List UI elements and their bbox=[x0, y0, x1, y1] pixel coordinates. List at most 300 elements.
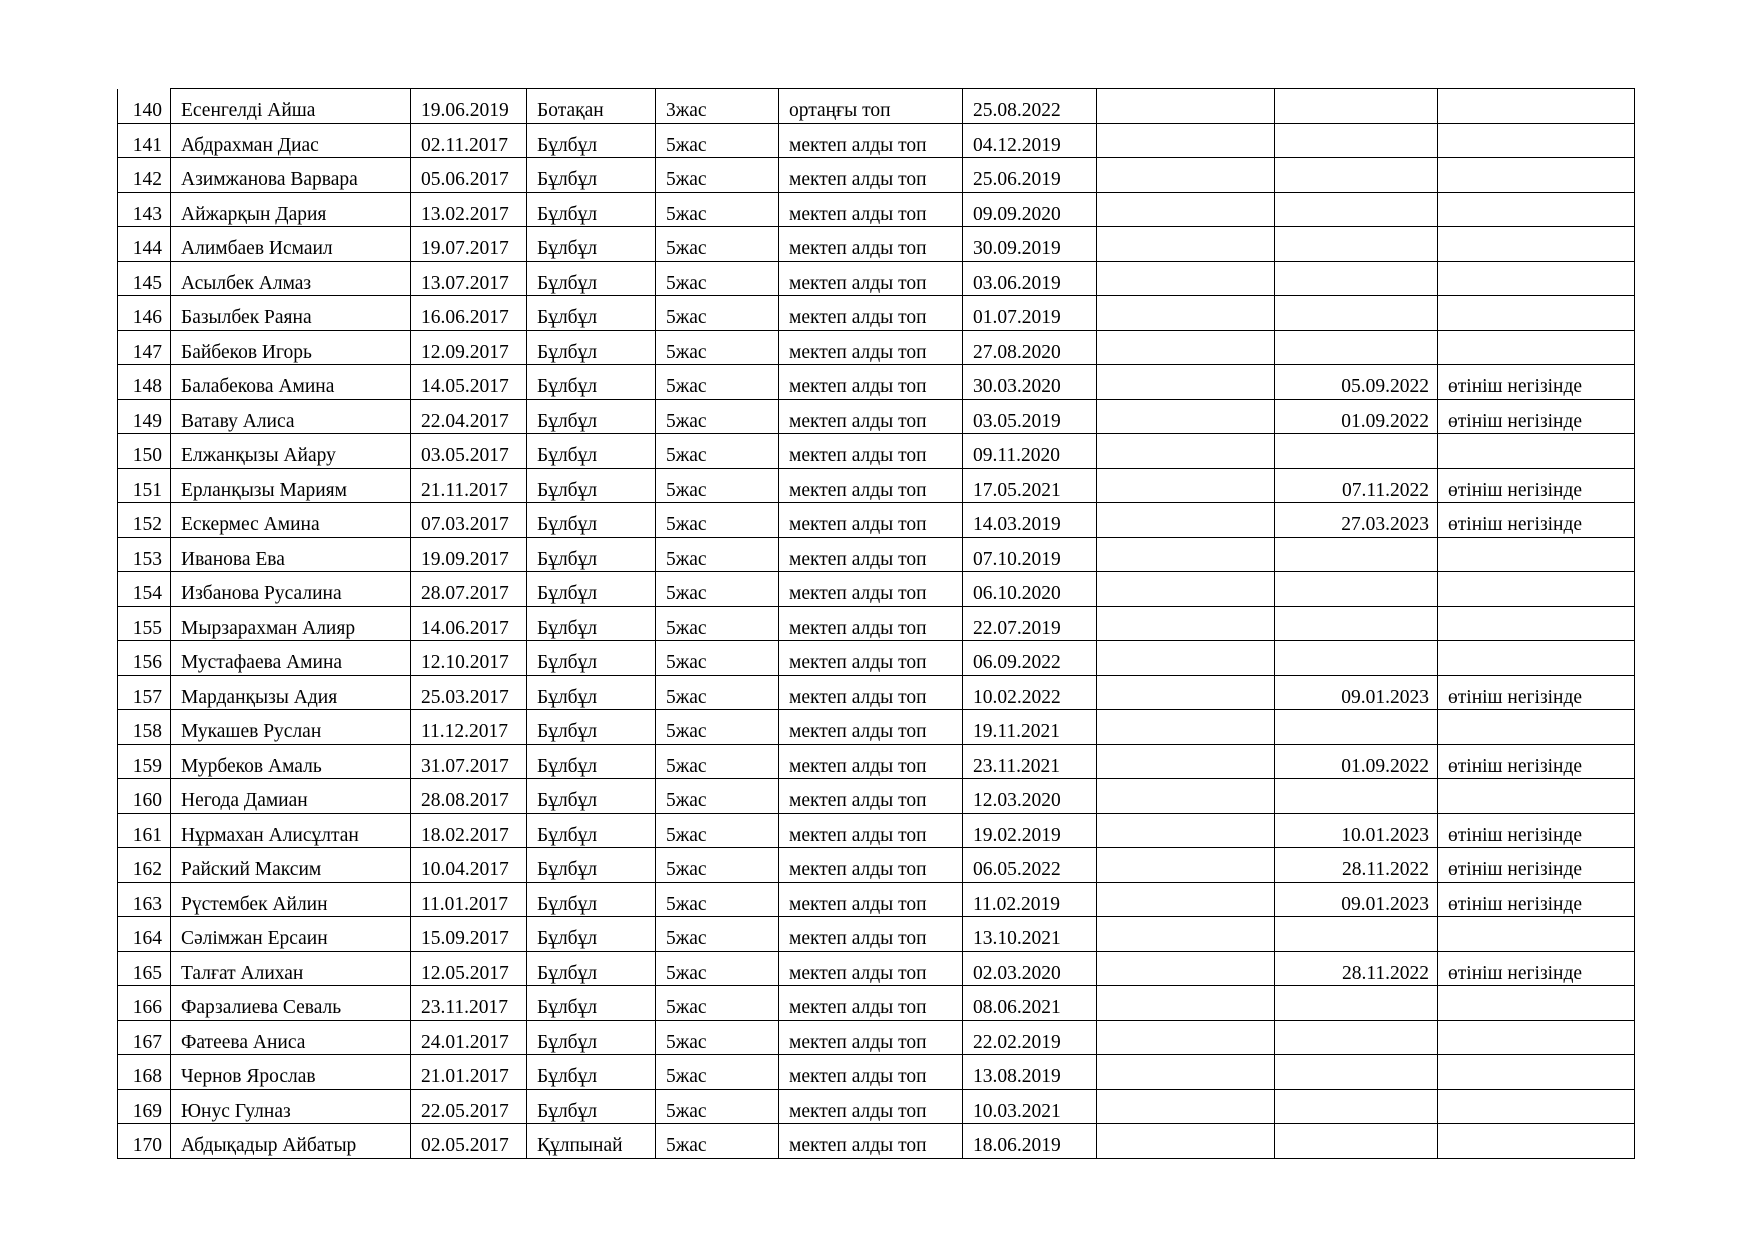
row-number-cell: 144 bbox=[118, 227, 171, 262]
departure-reason-cell: өтініш негізінде bbox=[1438, 503, 1635, 538]
child-name-cell: Нұрмахан Алисұлтан bbox=[171, 813, 411, 848]
group-type-cell: мектеп алды топ bbox=[779, 710, 963, 745]
group-type-cell: мектеп алды топ bbox=[779, 1089, 963, 1124]
departure-reason-cell bbox=[1438, 572, 1635, 607]
departure-reason-cell: өтініш негізінде bbox=[1438, 951, 1635, 986]
table-row bbox=[118, 675, 1635, 710]
row-number-cell: 161 bbox=[118, 813, 171, 848]
age-group-cell: 5жас bbox=[656, 330, 779, 365]
admission-date-cell: 09.11.2020 bbox=[963, 434, 1097, 469]
group-name-cell: Бұлбұл bbox=[527, 123, 656, 158]
departure-date-cell bbox=[1275, 1124, 1438, 1159]
group-name-cell: Бұлбұл bbox=[527, 882, 656, 917]
group-type-cell: мектеп алды топ bbox=[779, 641, 963, 676]
age-group-cell: 5жас bbox=[656, 296, 779, 331]
note-column-cell bbox=[1097, 192, 1275, 227]
note-column-cell bbox=[1097, 779, 1275, 814]
admission-date-cell: 25.06.2019 bbox=[963, 158, 1097, 193]
departure-reason-cell bbox=[1438, 158, 1635, 193]
row-number-cell: 147 bbox=[118, 330, 171, 365]
group-type-cell: мектеп алды топ bbox=[779, 227, 963, 262]
departure-date-cell bbox=[1275, 710, 1438, 745]
note-column-cell bbox=[1097, 261, 1275, 296]
group-name-cell: Бұлбұл bbox=[527, 606, 656, 641]
note-column-cell bbox=[1097, 1055, 1275, 1090]
birth-date-cell: 22.04.2017 bbox=[411, 399, 527, 434]
group-type-cell: мектеп алды топ bbox=[779, 434, 963, 469]
age-group-cell: 5жас bbox=[656, 779, 779, 814]
birth-date-cell: 15.09.2017 bbox=[411, 917, 527, 952]
note-column-cell bbox=[1097, 503, 1275, 538]
group-type-cell: мектеп алды топ bbox=[779, 675, 963, 710]
departure-date-cell bbox=[1275, 1020, 1438, 1055]
admission-date-cell: 13.08.2019 bbox=[963, 1055, 1097, 1090]
birth-date-cell: 18.02.2017 bbox=[411, 813, 527, 848]
child-name-cell: Мустафаева Амина bbox=[171, 641, 411, 676]
age-group-cell: 5жас bbox=[656, 468, 779, 503]
child-name-cell: Рүстембек Айлин bbox=[171, 882, 411, 917]
child-name-cell: Юнус Гулназ bbox=[171, 1089, 411, 1124]
birth-date-cell: 02.05.2017 bbox=[411, 1124, 527, 1159]
group-type-cell: мектеп алды топ bbox=[779, 848, 963, 883]
admission-date-cell: 25.08.2022 bbox=[963, 89, 1097, 124]
note-column-cell bbox=[1097, 399, 1275, 434]
admission-date-cell: 11.02.2019 bbox=[963, 882, 1097, 917]
birth-date-cell: 24.01.2017 bbox=[411, 1020, 527, 1055]
birth-date-cell: 13.07.2017 bbox=[411, 261, 527, 296]
note-column-cell bbox=[1097, 606, 1275, 641]
birth-date-cell: 12.09.2017 bbox=[411, 330, 527, 365]
group-type-cell: мектеп алды топ bbox=[779, 917, 963, 952]
group-name-cell: Бұлбұл bbox=[527, 158, 656, 193]
departure-date-cell bbox=[1275, 1055, 1438, 1090]
age-group-cell: 5жас bbox=[656, 1055, 779, 1090]
note-column-cell bbox=[1097, 1089, 1275, 1124]
departure-date-cell bbox=[1275, 123, 1438, 158]
table-row bbox=[118, 434, 1635, 469]
age-group-cell: 5жас bbox=[656, 606, 779, 641]
table-row bbox=[118, 468, 1635, 503]
admission-date-cell: 13.10.2021 bbox=[963, 917, 1097, 952]
note-column-cell bbox=[1097, 572, 1275, 607]
note-column-cell bbox=[1097, 744, 1275, 779]
note-column-cell bbox=[1097, 710, 1275, 745]
departure-date-cell: 27.03.2023 bbox=[1275, 503, 1438, 538]
group-name-cell: Бұлбұл bbox=[527, 710, 656, 745]
child-name-cell: Абдықадыр Айбатыр bbox=[171, 1124, 411, 1159]
age-group-cell: 5жас bbox=[656, 158, 779, 193]
child-name-cell: Сәлімжан Ерсаин bbox=[171, 917, 411, 952]
table-row bbox=[118, 1089, 1635, 1124]
table-row bbox=[118, 89, 1635, 124]
age-group-cell: 5жас bbox=[656, 882, 779, 917]
group-type-cell: мектеп алды топ bbox=[779, 986, 963, 1021]
group-name-cell: Құлпынай bbox=[527, 1124, 656, 1159]
admission-date-cell: 30.09.2019 bbox=[963, 227, 1097, 262]
departure-reason-cell bbox=[1438, 434, 1635, 469]
departure-date-cell bbox=[1275, 779, 1438, 814]
group-type-cell: ортаңғы топ bbox=[779, 89, 963, 124]
table-row bbox=[118, 227, 1635, 262]
birth-date-cell: 12.10.2017 bbox=[411, 641, 527, 676]
note-column-cell bbox=[1097, 641, 1275, 676]
group-name-cell: Бұлбұл bbox=[527, 468, 656, 503]
table-row bbox=[118, 986, 1635, 1021]
age-group-cell: 5жас bbox=[656, 1020, 779, 1055]
group-type-cell: мектеп алды топ bbox=[779, 1055, 963, 1090]
birth-date-cell: 19.06.2019 bbox=[411, 89, 527, 124]
child-name-cell: Негода Дамиан bbox=[171, 779, 411, 814]
birth-date-cell: 28.07.2017 bbox=[411, 572, 527, 607]
group-type-cell: мектеп алды топ bbox=[779, 261, 963, 296]
departure-reason-cell: өтініш негізінде bbox=[1438, 399, 1635, 434]
child-name-cell: Иванова Ева bbox=[171, 537, 411, 572]
departure-date-cell: 09.01.2023 bbox=[1275, 882, 1438, 917]
departure-date-cell: 01.09.2022 bbox=[1275, 744, 1438, 779]
group-name-cell: Бұлбұл bbox=[527, 192, 656, 227]
group-type-cell: мектеп алды топ bbox=[779, 365, 963, 400]
child-name-cell: Избанова Русалина bbox=[171, 572, 411, 607]
admission-date-cell: 04.12.2019 bbox=[963, 123, 1097, 158]
group-type-cell: мектеп алды топ bbox=[779, 882, 963, 917]
birth-date-cell: 22.05.2017 bbox=[411, 1089, 527, 1124]
admission-date-cell: 12.03.2020 bbox=[963, 779, 1097, 814]
birth-date-cell: 19.07.2017 bbox=[411, 227, 527, 262]
departure-date-cell bbox=[1275, 572, 1438, 607]
age-group-cell: 5жас bbox=[656, 192, 779, 227]
row-number-cell: 142 bbox=[118, 158, 171, 193]
departure-date-cell: 05.09.2022 bbox=[1275, 365, 1438, 400]
departure-reason-cell bbox=[1438, 1089, 1635, 1124]
child-name-cell: Мырзарахман Алияр bbox=[171, 606, 411, 641]
row-number-cell: 157 bbox=[118, 675, 171, 710]
note-column-cell bbox=[1097, 1124, 1275, 1159]
birth-date-cell: 25.03.2017 bbox=[411, 675, 527, 710]
row-number-cell: 145 bbox=[118, 261, 171, 296]
group-name-cell: Бұлбұл bbox=[527, 848, 656, 883]
admission-date-cell: 03.05.2019 bbox=[963, 399, 1097, 434]
table-row bbox=[118, 917, 1635, 952]
child-name-cell: Талғат Алихан bbox=[171, 951, 411, 986]
admission-date-cell: 08.06.2021 bbox=[963, 986, 1097, 1021]
table-row bbox=[118, 572, 1635, 607]
birth-date-cell: 05.06.2017 bbox=[411, 158, 527, 193]
birth-date-cell: 02.11.2017 bbox=[411, 123, 527, 158]
age-group-cell: 5жас bbox=[656, 710, 779, 745]
note-column-cell bbox=[1097, 89, 1275, 124]
child-name-cell: Фарзалиева Севаль bbox=[171, 986, 411, 1021]
table-row bbox=[118, 296, 1635, 331]
group-name-cell: Бұлбұл bbox=[527, 434, 656, 469]
child-name-cell: Райский Максим bbox=[171, 848, 411, 883]
admission-date-cell: 06.05.2022 bbox=[963, 848, 1097, 883]
group-type-cell: мектеп алды топ bbox=[779, 744, 963, 779]
row-number-cell: 164 bbox=[118, 917, 171, 952]
admission-date-cell: 06.09.2022 bbox=[963, 641, 1097, 676]
departure-date-cell bbox=[1275, 641, 1438, 676]
note-column-cell bbox=[1097, 227, 1275, 262]
group-type-cell: мектеп алды топ bbox=[779, 296, 963, 331]
group-name-cell: Бұлбұл bbox=[527, 399, 656, 434]
admission-date-cell: 19.11.2021 bbox=[963, 710, 1097, 745]
group-type-cell: мектеп алды топ bbox=[779, 468, 963, 503]
birth-date-cell: 21.11.2017 bbox=[411, 468, 527, 503]
admission-date-cell: 02.03.2020 bbox=[963, 951, 1097, 986]
age-group-cell: 5жас bbox=[656, 675, 779, 710]
birth-date-cell: 10.04.2017 bbox=[411, 848, 527, 883]
child-name-cell: Мурбеков Амаль bbox=[171, 744, 411, 779]
note-column-cell bbox=[1097, 675, 1275, 710]
age-group-cell: 5жас bbox=[656, 917, 779, 952]
row-number-cell: 151 bbox=[118, 468, 171, 503]
departure-date-cell bbox=[1275, 917, 1438, 952]
note-column-cell bbox=[1097, 158, 1275, 193]
departure-reason-cell: өтініш негізінде bbox=[1438, 882, 1635, 917]
table-row bbox=[118, 882, 1635, 917]
departure-date-cell: 28.11.2022 bbox=[1275, 848, 1438, 883]
note-column-cell bbox=[1097, 123, 1275, 158]
group-name-cell: Бұлбұл bbox=[527, 261, 656, 296]
row-number-cell: 168 bbox=[118, 1055, 171, 1090]
row-number-cell: 162 bbox=[118, 848, 171, 883]
departure-date-cell bbox=[1275, 158, 1438, 193]
admission-date-cell: 18.06.2019 bbox=[963, 1124, 1097, 1159]
birth-date-cell: 12.05.2017 bbox=[411, 951, 527, 986]
departure-reason-cell: өтініш негізінде bbox=[1438, 468, 1635, 503]
age-group-cell: 5жас bbox=[656, 986, 779, 1021]
group-type-cell: мектеп алды топ bbox=[779, 158, 963, 193]
row-number-cell: 155 bbox=[118, 606, 171, 641]
row-number-cell: 163 bbox=[118, 882, 171, 917]
age-group-cell: 5жас bbox=[656, 123, 779, 158]
age-group-cell: 5жас bbox=[656, 744, 779, 779]
group-name-cell: Бұлбұл bbox=[527, 675, 656, 710]
group-type-cell: мектеп алды топ bbox=[779, 123, 963, 158]
admission-date-cell: 09.09.2020 bbox=[963, 192, 1097, 227]
birth-date-cell: 31.07.2017 bbox=[411, 744, 527, 779]
departure-date-cell: 28.11.2022 bbox=[1275, 951, 1438, 986]
child-name-cell: Мукашев Руслан bbox=[171, 710, 411, 745]
age-group-cell: 5жас bbox=[656, 572, 779, 607]
admission-date-cell: 03.06.2019 bbox=[963, 261, 1097, 296]
row-number-cell: 154 bbox=[118, 572, 171, 607]
table-row bbox=[118, 606, 1635, 641]
birth-date-cell: 16.06.2017 bbox=[411, 296, 527, 331]
departure-reason-cell bbox=[1438, 330, 1635, 365]
child-name-cell: Ватаву Алиса bbox=[171, 399, 411, 434]
group-name-cell: Бұлбұл bbox=[527, 779, 656, 814]
table-row bbox=[118, 1055, 1635, 1090]
child-name-cell: Абдрахман Диас bbox=[171, 123, 411, 158]
table-row bbox=[118, 399, 1635, 434]
age-group-cell: 5жас bbox=[656, 848, 779, 883]
row-number-cell: 143 bbox=[118, 192, 171, 227]
age-group-cell: 5жас bbox=[656, 537, 779, 572]
note-column-cell bbox=[1097, 882, 1275, 917]
departure-date-cell: 09.01.2023 bbox=[1275, 675, 1438, 710]
child-name-cell: Базылбек Раяна bbox=[171, 296, 411, 331]
birth-date-cell: 07.03.2017 bbox=[411, 503, 527, 538]
child-name-cell: Ескермес Амина bbox=[171, 503, 411, 538]
group-name-cell: Бұлбұл bbox=[527, 917, 656, 952]
departure-reason-cell bbox=[1438, 296, 1635, 331]
group-name-cell: Бұлбұл bbox=[527, 744, 656, 779]
group-name-cell: Бұлбұл bbox=[527, 572, 656, 607]
table-row bbox=[118, 365, 1635, 400]
group-type-cell: мектеп алды топ bbox=[779, 606, 963, 641]
admission-date-cell: 22.02.2019 bbox=[963, 1020, 1097, 1055]
age-group-cell: 5жас bbox=[656, 1089, 779, 1124]
birth-date-cell: 28.08.2017 bbox=[411, 779, 527, 814]
departure-reason-cell bbox=[1438, 261, 1635, 296]
child-name-cell: Байбеков Игорь bbox=[171, 330, 411, 365]
admission-date-cell: 14.03.2019 bbox=[963, 503, 1097, 538]
note-column-cell bbox=[1097, 951, 1275, 986]
group-name-cell: Бұлбұл bbox=[527, 1089, 656, 1124]
age-group-cell: 5жас bbox=[656, 951, 779, 986]
age-group-cell: 5жас bbox=[656, 813, 779, 848]
departure-reason-cell bbox=[1438, 123, 1635, 158]
departure-date-cell: 10.01.2023 bbox=[1275, 813, 1438, 848]
row-number-cell: 146 bbox=[118, 296, 171, 331]
row-number-cell: 169 bbox=[118, 1089, 171, 1124]
group-name-cell: Бұлбұл bbox=[527, 641, 656, 676]
admission-date-cell: 10.03.2021 bbox=[963, 1089, 1097, 1124]
group-name-cell: Бұлбұл bbox=[527, 296, 656, 331]
table-row bbox=[118, 158, 1635, 193]
departure-date-cell bbox=[1275, 1089, 1438, 1124]
departure-reason-cell bbox=[1438, 537, 1635, 572]
row-number-cell: 165 bbox=[118, 951, 171, 986]
admission-date-cell: 30.03.2020 bbox=[963, 365, 1097, 400]
table-row bbox=[118, 192, 1635, 227]
departure-date-cell bbox=[1275, 261, 1438, 296]
group-name-cell: Бұлбұл bbox=[527, 365, 656, 400]
note-column-cell bbox=[1097, 434, 1275, 469]
table-row bbox=[118, 537, 1635, 572]
child-name-cell: Асылбек Алмаз bbox=[171, 261, 411, 296]
admission-date-cell: 01.07.2019 bbox=[963, 296, 1097, 331]
admission-date-cell: 23.11.2021 bbox=[963, 744, 1097, 779]
child-name-cell: Чернов Ярослав bbox=[171, 1055, 411, 1090]
birth-date-cell: 21.01.2017 bbox=[411, 1055, 527, 1090]
table-row bbox=[118, 641, 1635, 676]
departure-date-cell: 07.11.2022 bbox=[1275, 468, 1438, 503]
row-number-cell: 140 bbox=[118, 89, 171, 124]
child-name-cell: Ерланқызы Мариям bbox=[171, 468, 411, 503]
departure-reason-cell bbox=[1438, 710, 1635, 745]
birth-date-cell: 23.11.2017 bbox=[411, 986, 527, 1021]
child-name-cell: Есенгелді Айша bbox=[171, 89, 411, 124]
age-group-cell: 5жас bbox=[656, 227, 779, 262]
group-type-cell: мектеп алды топ bbox=[779, 503, 963, 538]
group-type-cell: мектеп алды топ bbox=[779, 572, 963, 607]
birth-date-cell: 11.12.2017 bbox=[411, 710, 527, 745]
note-column-cell bbox=[1097, 365, 1275, 400]
departure-reason-cell bbox=[1438, 641, 1635, 676]
departure-date-cell bbox=[1275, 296, 1438, 331]
row-number-cell: 159 bbox=[118, 744, 171, 779]
group-name-cell: Бұлбұл bbox=[527, 986, 656, 1021]
departure-reason-cell bbox=[1438, 227, 1635, 262]
group-name-cell: Бұлбұл bbox=[527, 503, 656, 538]
admission-date-cell: 07.10.2019 bbox=[963, 537, 1097, 572]
departure-reason-cell: өтініш негізінде bbox=[1438, 744, 1635, 779]
age-group-cell: 5жас bbox=[656, 641, 779, 676]
birth-date-cell: 03.05.2017 bbox=[411, 434, 527, 469]
group-type-cell: мектеп алды топ bbox=[779, 813, 963, 848]
child-name-cell: Балабекова Амина bbox=[171, 365, 411, 400]
table-row bbox=[118, 123, 1635, 158]
group-name-cell: Бұлбұл bbox=[527, 951, 656, 986]
table-row bbox=[118, 1020, 1635, 1055]
group-type-cell: мектеп алды топ bbox=[779, 192, 963, 227]
note-column-cell bbox=[1097, 813, 1275, 848]
child-name-cell: Елжанқызы Айару bbox=[171, 434, 411, 469]
group-type-cell: мектеп алды топ bbox=[779, 330, 963, 365]
child-name-cell: Айжарқын Дария bbox=[171, 192, 411, 227]
note-column-cell bbox=[1097, 848, 1275, 883]
departure-reason-cell bbox=[1438, 1124, 1635, 1159]
note-column-cell bbox=[1097, 296, 1275, 331]
admission-date-cell: 27.08.2020 bbox=[963, 330, 1097, 365]
birth-date-cell: 19.09.2017 bbox=[411, 537, 527, 572]
departure-date-cell bbox=[1275, 986, 1438, 1021]
note-column-cell bbox=[1097, 468, 1275, 503]
departure-reason-cell bbox=[1438, 986, 1635, 1021]
group-name-cell: Бұлбұл bbox=[527, 1020, 656, 1055]
table-row bbox=[118, 503, 1635, 538]
departure-date-cell bbox=[1275, 606, 1438, 641]
child-name-cell: Алимбаев Исмаил bbox=[171, 227, 411, 262]
age-group-cell: 5жас bbox=[656, 399, 779, 434]
departure-date-cell bbox=[1275, 227, 1438, 262]
departure-reason-cell bbox=[1438, 192, 1635, 227]
row-number-cell: 158 bbox=[118, 710, 171, 745]
departure-reason-cell: өтініш негізінде bbox=[1438, 675, 1635, 710]
table-row bbox=[118, 744, 1635, 779]
group-type-cell: мектеп алды топ bbox=[779, 537, 963, 572]
departure-reason-cell bbox=[1438, 779, 1635, 814]
age-group-cell: 5жас bbox=[656, 1124, 779, 1159]
admission-date-cell: 10.02.2022 bbox=[963, 675, 1097, 710]
group-name-cell: Бұлбұл bbox=[527, 330, 656, 365]
birth-date-cell: 14.06.2017 bbox=[411, 606, 527, 641]
table-row bbox=[118, 261, 1635, 296]
admission-date-cell: 06.10.2020 bbox=[963, 572, 1097, 607]
note-column-cell bbox=[1097, 1020, 1275, 1055]
note-column-cell bbox=[1097, 986, 1275, 1021]
departure-reason-cell bbox=[1438, 89, 1635, 124]
row-number-cell: 152 bbox=[118, 503, 171, 538]
row-number-cell: 170 bbox=[118, 1124, 171, 1159]
table-row bbox=[118, 779, 1635, 814]
group-type-cell: мектеп алды топ bbox=[779, 779, 963, 814]
admission-date-cell: 19.02.2019 bbox=[963, 813, 1097, 848]
child-name-cell: Азимжанова Варвара bbox=[171, 158, 411, 193]
note-column-cell bbox=[1097, 917, 1275, 952]
group-type-cell: мектеп алды топ bbox=[779, 951, 963, 986]
row-number-cell: 166 bbox=[118, 986, 171, 1021]
row-number-cell: 150 bbox=[118, 434, 171, 469]
table-row bbox=[118, 1124, 1635, 1159]
row-number-cell: 141 bbox=[118, 123, 171, 158]
departure-reason-cell bbox=[1438, 606, 1635, 641]
enrollment-table bbox=[117, 88, 1635, 1159]
departure-date-cell bbox=[1275, 192, 1438, 227]
table-row bbox=[118, 951, 1635, 986]
age-group-cell: 5жас bbox=[656, 261, 779, 296]
